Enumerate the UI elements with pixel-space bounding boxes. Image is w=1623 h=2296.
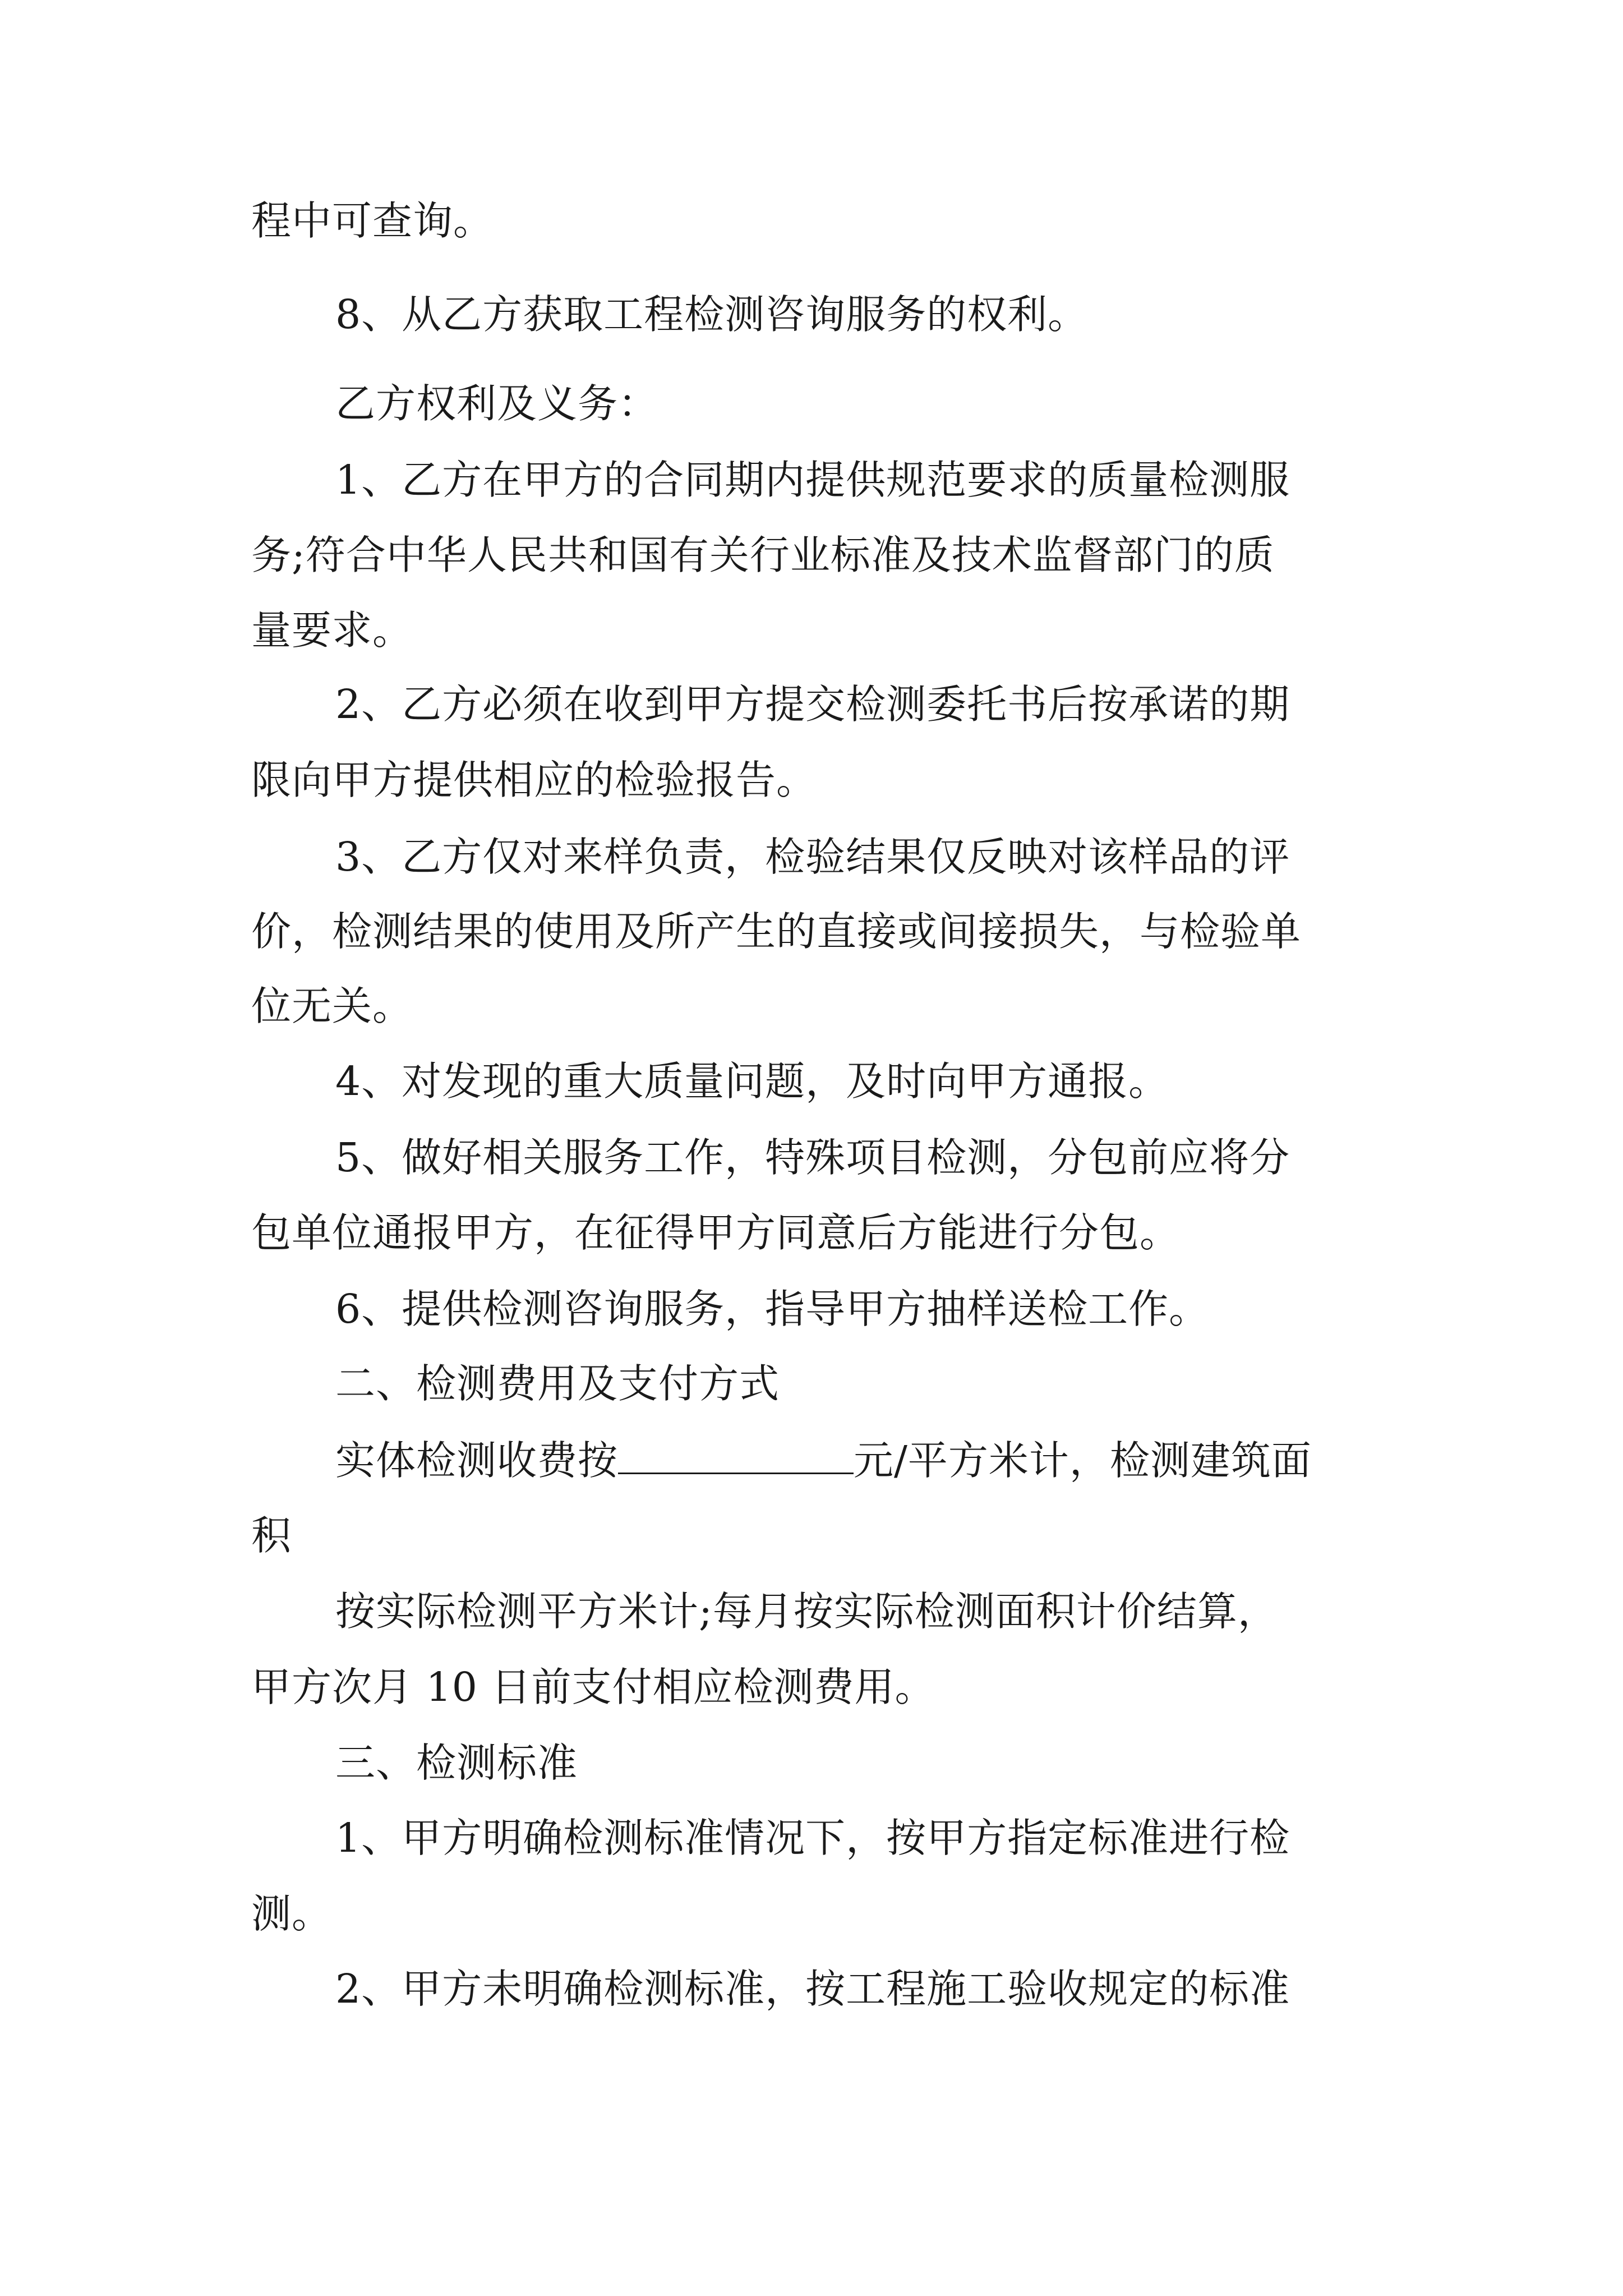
text-line: 程中可查询。 <box>251 197 494 244</box>
text-line: 5、做好相关服务工作，特殊项目检测，分包前应将分 <box>335 1134 1290 1181</box>
text-line: 限向甲方提供相应的检验报告。 <box>251 757 817 803</box>
text-line: 甲方次月 10 日前支付相应检测费用。 <box>251 1664 935 1710</box>
text-line: 1、乙方在甲方的合同期内提供规范要求的质量检测服 <box>335 457 1290 503</box>
fee-blank-field[interactable] <box>618 1440 854 1474</box>
fee-line <box>335 1434 1312 1488</box>
fee-line-suffix: 元/平方米计，检测建筑面 <box>854 1437 1312 1484</box>
text-line: 务;符合中华人民共和国有关行业标准及技术监督部门的质 <box>251 532 1275 578</box>
text-line: 测。 <box>251 1890 333 1937</box>
text-line: 8、从乙方获取工程检测咨询服务的权利。 <box>335 291 1089 338</box>
text-line: 按实际检测平方米计;每月按实际检测面积计价结算， <box>335 1588 1278 1635</box>
fee-line-prefix: 实体检测收费按 <box>335 1437 619 1484</box>
text-line: 包单位通报甲方，在征得甲方同意后方能进行分包。 <box>251 1209 1181 1256</box>
section-heading: 三、检测标准 <box>335 1740 578 1786</box>
text-line: 3、乙方仅对来样负责，检验结果仅反映对该样品的评 <box>335 834 1290 880</box>
text-line: 价，检测结果的使用及所产生的直接或间接损失，与检验单 <box>251 908 1302 955</box>
text-line: 量要求。 <box>251 607 413 654</box>
text-line: 4、对发现的重大质量问题，及时向甲方通报。 <box>335 1058 1169 1105</box>
text-line: 2、乙方必须在收到甲方提交检测委托书后按承诺的期 <box>335 681 1290 728</box>
text-line: 2、甲方未明确检测标准，按工程施工验收规定的标准 <box>335 1966 1290 2012</box>
text-line: 1、甲方明确检测标准情况下，按甲方指定标准进行检 <box>335 1815 1290 1861</box>
text-line: 6、提供检测咨询服务，指导甲方抽样送检工作。 <box>335 1286 1210 1332</box>
text-line: 积 <box>251 1512 292 1559</box>
text-line: 位无关。 <box>251 983 413 1029</box>
text-line: 乙方权利及义务： <box>335 380 659 427</box>
section-heading: 二、检测费用及支付方式 <box>335 1360 780 1407</box>
